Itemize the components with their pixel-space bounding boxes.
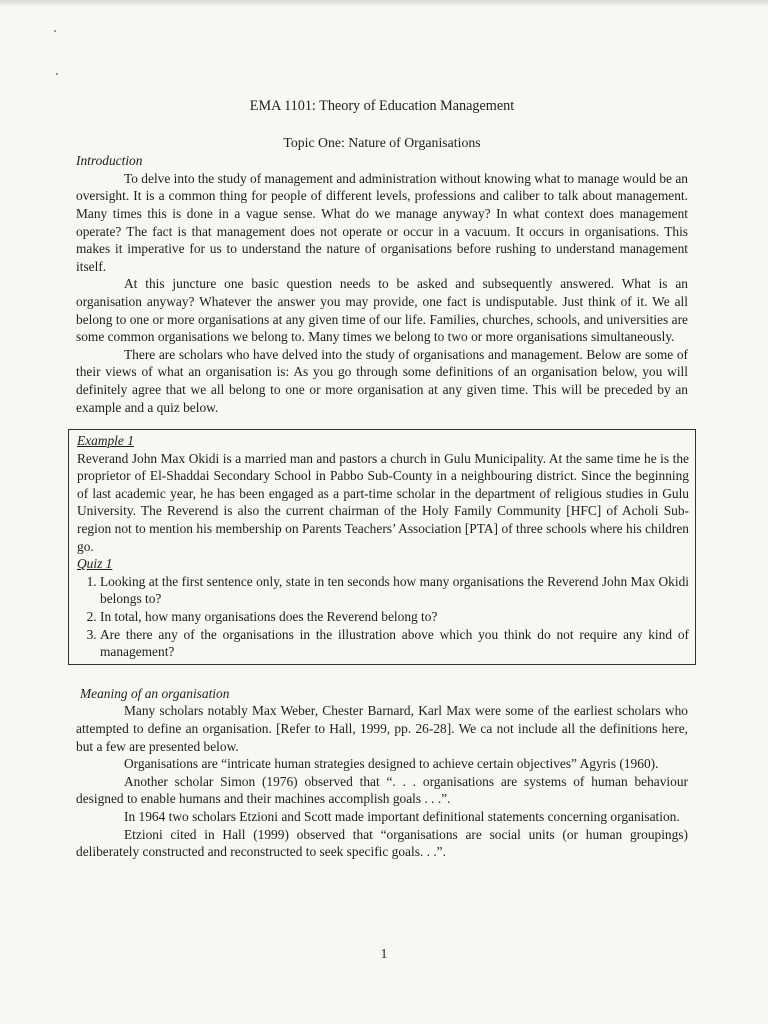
page-number: 1 <box>380 946 388 961</box>
example-text: Reverand John Max Okidi is a married man and pastors a church in Gulu Municipality. At the same time he is the proprietor of El-Shaddai Secondary School in Pabbo Sub-County in a neighbouring district. Since the beginning of last academic year, he has been engaged as a part-time scholar in the department of religious studies in Gulu University. The Reverend is also the current chairman of the Holy Family Community [HFC] of Acholi Sub-region not to mention his membership on Parents Teachers’ Association [PTA] of three schools where his children go. <box>77 450 689 554</box>
meaning-paragraph: Another scholar Simon (1976) observed that “. . . organisations are systems of human behaviour designed to enable humans and their machines accomplish goals . . .”. <box>76 773 688 807</box>
scan-speck <box>56 73 58 75</box>
intro-paragraph: At this juncture one basic question needs to be asked and subsequently answered. What is an organisation anyway? Whatever the answer you may provide, one fact is undisputable. Just think of it. We all belong to one or more organisations at any given time of our life. Families, churches, schools, and universities are some common organisations we belong to. Many times we belong to two or more organisations simultaneously. <box>76 276 688 345</box>
meaning-paragraph: Organisations are “intricate human strategies designed to achieve certain objectives” Agyris (1960). <box>124 756 659 772</box>
scan-speck <box>54 30 56 32</box>
course-title: EMA 1101: Theory of Education Management <box>249 98 515 114</box>
quiz-question: 1. Looking at the first sentence only, state in ten seconds how many organisations the Reverend John Max Okidi belongs to? <box>100 573 689 608</box>
example-box <box>68 429 696 665</box>
meaning-paragraph: In 1964 two scholars Etzioni and Scott made important definitional statements concerning organisation. <box>124 808 680 824</box>
example-heading: Example 1 <box>77 433 134 449</box>
quiz-question: 3. Are there any of the organisations in the illustration above which you think do not require any kind of management? <box>100 626 689 661</box>
quiz-heading: Quiz 1 <box>77 556 113 572</box>
intro-paragraph: There are scholars who have delved into the study of organisations and management. Below are some of their views of what an organisation is: As you go through some definitions of an organisation below, you will definitely agree that we all belong to one or more organisation at any given time. This will be preceded by an example and a quiz below. <box>76 346 688 415</box>
introduction-heading: Introduction <box>76 153 143 169</box>
meaning-paragraph: Many scholars notably Max Weber, Chester Barnard, Karl Max were some of the earliest scholars who attempted to define an organisation. [Refer to Hall, 1999, pp. 26-28]. We ca not include all the definitions here, but a few are presented below. <box>76 703 688 754</box>
document-page <box>76 98 688 861</box>
scan-top-edge <box>0 0 768 7</box>
meaning-heading: Meaning of an organisation <box>80 685 230 701</box>
quiz-question: 2. In total, how many organisations does the Reverend belong to? <box>100 608 689 626</box>
meaning-paragraph: Etzioni cited in Hall (1999) observed that “organisations are social units (or human groupings) deliberately constructed and reconstructed to seek specific goals. . .”. <box>76 826 688 860</box>
intro-paragraph: To delve into the study of management and administration without knowing what to manage would be an oversight. It is a common thing for people of different levels, professions and caliber to talk about management. Many times this is done in a vague sense. What do we manage anyway? In what context does management operate? The fact is that management does not operate or occur in a vacuum. It occurs in organisations. This makes it imperative for us to understand the nature of organisations before rushing to understand management itself. <box>76 170 688 274</box>
topic-title: Topic One: Nature of Organisations <box>283 134 481 150</box>
quiz-list <box>77 573 689 661</box>
